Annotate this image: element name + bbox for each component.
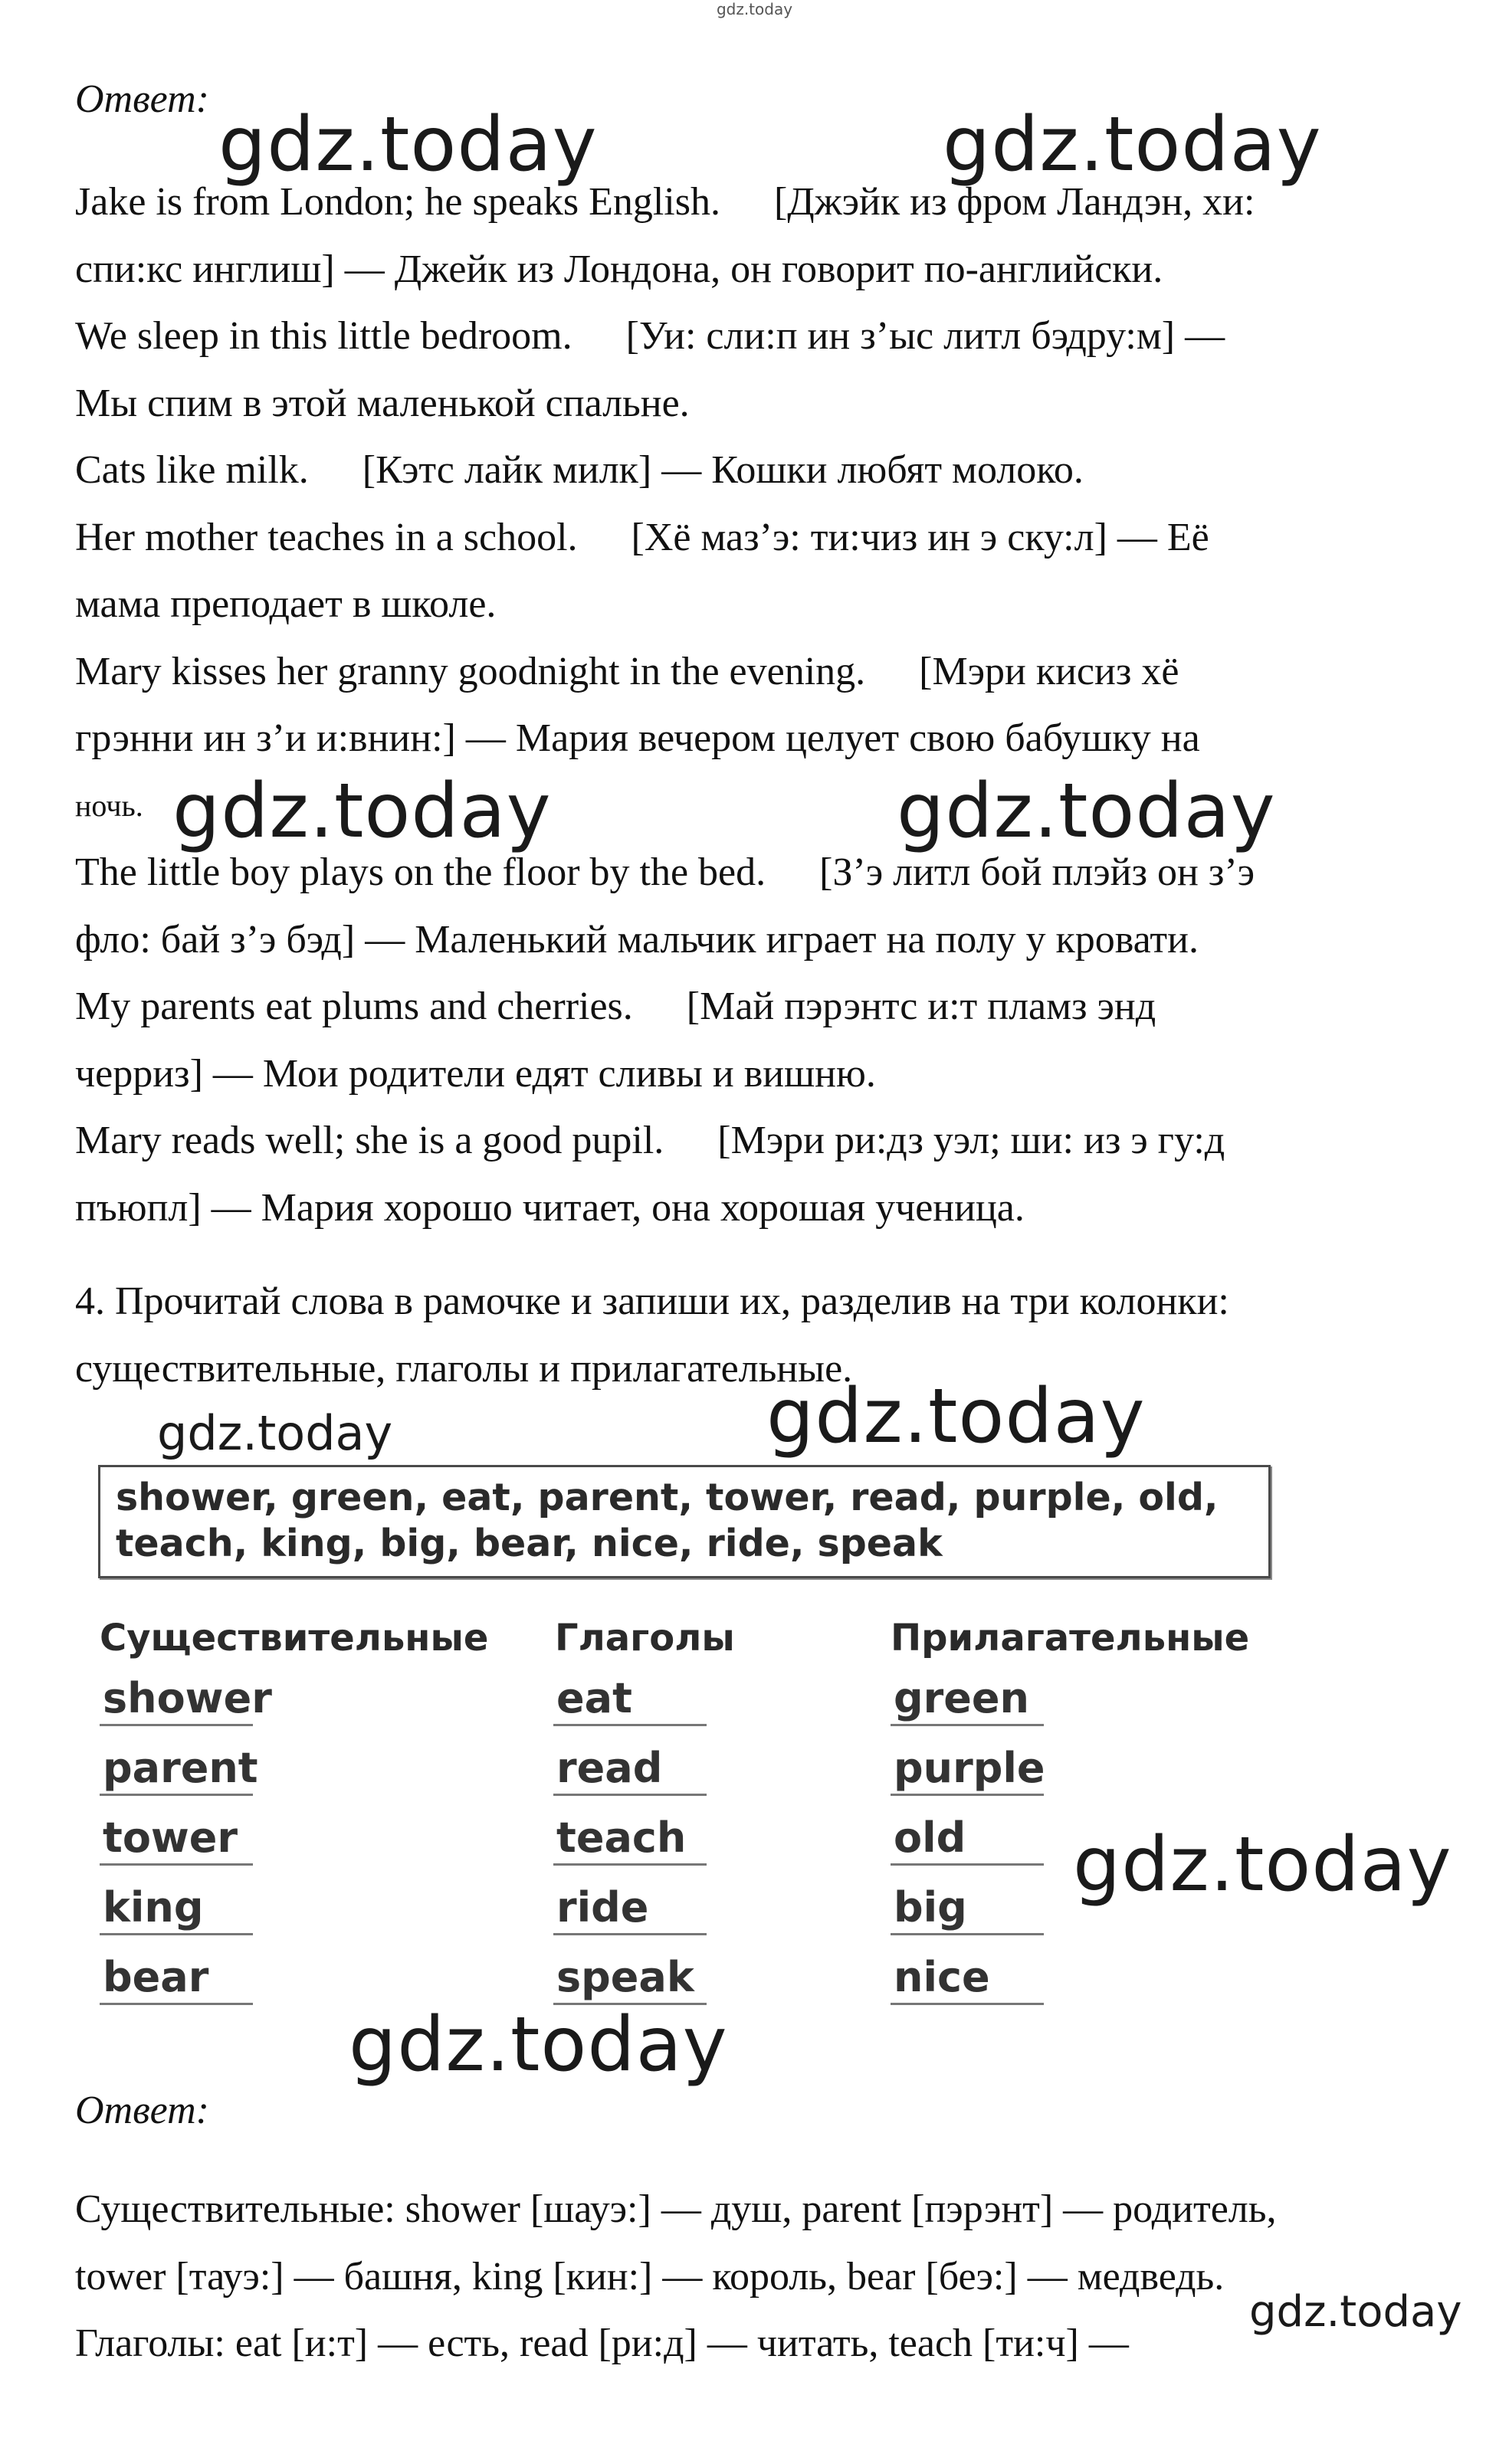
watermark: gdz.today	[897, 768, 1276, 855]
answer-line: Существительные: shower [шауэ:] — душ, parent [пэрэнт] — родитель,	[75, 2187, 1277, 2231]
noun-word: tower	[100, 1814, 253, 1866]
word-box-line: teach, king, big, bear, nice, ride, speak	[116, 1522, 943, 1565]
verb-word: read	[553, 1744, 707, 1796]
task-4-line: 4. Прочитай слова в рамочке и запиши их, разделив на три колонки:	[75, 1280, 1229, 1323]
watermark: gdz.today	[943, 101, 1322, 188]
sentence-line: My parents eat plums and cherries. [Май пэрэнтс и:т пламз энд	[75, 985, 1156, 1028]
sentence-line: Her mother teaches in a school. [Хё маз’э: ти:чиз ин э ску:л] — Её	[75, 515, 1209, 559]
answer-label-2: Ответ:	[75, 2089, 209, 2132]
watermark: gdz.today	[172, 768, 552, 855]
watermark: gdz.today	[218, 101, 598, 188]
nouns-header: Существительные	[100, 1617, 489, 1660]
sentence-line: грэнни ин з’и и:внин:] — Мария вечером целует свою бабушку на	[75, 716, 1200, 760]
top-site-mark: gdz.today	[716, 0, 793, 18]
adjective-word: big	[891, 1883, 1044, 1935]
verbs-column	[553, 1674, 707, 2023]
answer-line: tower [тауэ:] — башня, king [кин:] — король, bear [беэ:] — медведь.	[75, 2254, 1225, 2299]
adjective-word: green	[891, 1674, 1044, 1726]
verb-word: speak	[553, 1953, 707, 2005]
sentence-line: We sleep in this little bedroom. [Уи: сли:п ин з’ыс литл бэдру:м] —	[75, 314, 1225, 358]
watermark: gdz.today	[766, 1373, 1146, 1460]
adjective-word: old	[891, 1814, 1044, 1866]
adjective-word: purple	[891, 1744, 1044, 1796]
verb-word: eat	[553, 1674, 707, 1726]
sentences-block	[75, 169, 1455, 1241]
sentence-line: черриз] — Мои родители едят сливы и вишню.	[75, 1051, 876, 1096]
verbs-header: Глаголы	[555, 1617, 735, 1660]
verb-word: teach	[553, 1814, 707, 1866]
watermark: gdz.today	[157, 1405, 393, 1461]
watermark: gdz.today	[1249, 2287, 1462, 2337]
sentence-line: Мы спим в этой маленькой спальне.	[75, 381, 690, 425]
noun-word: bear	[100, 1953, 253, 2005]
task-4-text	[75, 1268, 1455, 1402]
adjectives-column	[891, 1674, 1044, 2023]
sentence-line: The little boy plays on the floor by the bed. [З’э литл бой плэйз он з’э	[75, 850, 1255, 894]
noun-word: parent	[100, 1744, 253, 1796]
sentence-line: спи:кс инглиш] — Джейк из Лондона, он говорит по-английски.	[75, 247, 1163, 291]
task-4-line: существительные, глаголы и прилагательные.	[75, 1346, 853, 1391]
adjective-word: nice	[891, 1953, 1044, 2005]
word-box	[98, 1465, 1271, 1578]
watermark: gdz.today	[1073, 1821, 1452, 1909]
answer-2-text	[75, 2176, 1455, 2377]
noun-word: king	[100, 1883, 253, 1935]
sentence-line: Jake is from London; he speaks English. [Джэйк из фром Ландэн, хи:	[75, 180, 1255, 224]
verb-word: ride	[553, 1883, 707, 1935]
nouns-column	[100, 1674, 272, 2023]
sentence-line: ночь.	[75, 788, 143, 823]
word-box-line: shower, green, eat, parent, tower, read, purple, old,	[116, 1476, 1219, 1519]
sentence-line: пъюпл] — Мария хорошо читает, она хорошая ученица.	[75, 1185, 1025, 1230]
answer-label: Ответ:	[75, 77, 209, 121]
noun-word: shower	[100, 1674, 253, 1726]
sentence-line: мама преподает в школе.	[75, 582, 497, 626]
answer-line: Глаголы: eat [и:т] — есть, read [ри:д] — читать, teach [ти:ч] —	[75, 2321, 1129, 2365]
sentence-line: фло: бай з’э бэд] — Маленький мальчик играет на полу у кровати.	[75, 917, 1199, 962]
sentence-line: Cats like milk. [Кэтс лайк милк] — Кошки любят молоко.	[75, 448, 1084, 492]
adjectives-header: Прилагательные	[891, 1617, 1250, 1660]
sentence-line: Mary kisses her granny goodnight in the evening. [Мэри кисиз хё	[75, 649, 1179, 693]
watermark: gdz.today	[349, 2001, 728, 2089]
sentence-line: Mary reads well; she is a good pupil. [Мэри ри:дз уэл; ши: из э гу:д	[75, 1119, 1225, 1162]
